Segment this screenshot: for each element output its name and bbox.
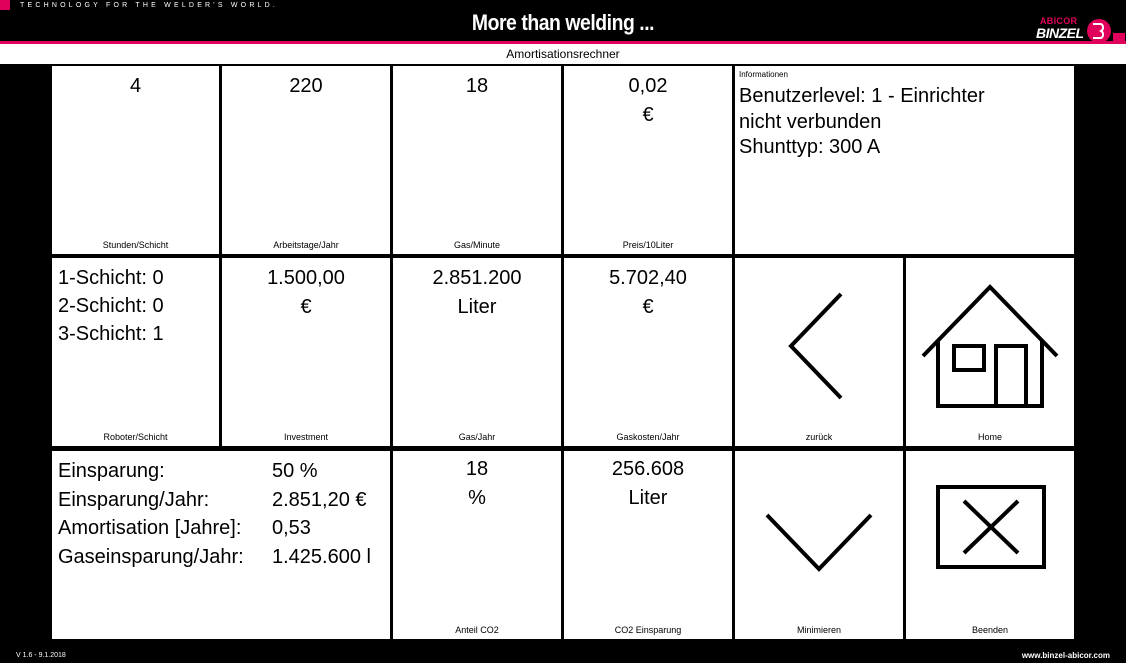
co2-share-number: 18 [465, 458, 489, 480]
summary-row [58, 543, 371, 572]
workdays-per-year-value: 220 [289, 75, 323, 97]
price-per-10-liter-field[interactable] [564, 66, 732, 254]
co2-share-unit: % [468, 487, 486, 509]
price-value [564, 72, 732, 130]
gas-savings-value: 1.425.600 l [272, 545, 371, 568]
website-link[interactable]: www.binzel-abicor.com [1021, 651, 1110, 660]
info-panel [735, 66, 1074, 254]
savings-value: 50 % [272, 460, 318, 482]
gas-per-minute-value: 18 [465, 75, 489, 97]
co2-share-field[interactable] [393, 451, 561, 639]
chevron-left-icon [785, 290, 849, 402]
minimize-button-label: Minimieren [796, 625, 841, 635]
exit-button-label: Beenden [971, 625, 1009, 635]
hours-per-shift-field[interactable] [52, 66, 219, 254]
gas-per-year-label: Gas/Jahr [458, 432, 496, 442]
robots-per-shift-label: Roboter/Schicht [103, 432, 168, 442]
summary-row [58, 457, 371, 486]
close-icon [936, 485, 1046, 569]
hours-per-shift-label: Stunden/Schicht [102, 240, 169, 250]
investment-unit: € [300, 296, 312, 318]
co2-saving-unit: Liter [628, 487, 668, 509]
savings-summary [52, 451, 390, 639]
headline: More than welding ... [471, 10, 655, 35]
investment-label: Investment [283, 432, 329, 442]
robots-per-shift-values [58, 264, 164, 348]
minimize-button[interactable] [735, 451, 903, 639]
logo-text: BINZEL [1036, 25, 1084, 41]
gas-per-minute-label: Gas/Minute [453, 240, 501, 250]
investment-number: 1.500,00 [267, 267, 345, 289]
co2-saving-value [564, 455, 732, 513]
home-button-label: Home [977, 432, 1002, 442]
shift-2-count: 2-Schicht: 0 [58, 295, 164, 317]
price-number: 0,02 [628, 75, 668, 97]
tagline: TECHNOLOGY FOR THE WELDER'S WORLD. [20, 2, 279, 9]
savings-key: Einsparung: [58, 460, 165, 482]
exit-button[interactable] [906, 451, 1074, 639]
version-text: V 1.6 - 9.1.2018 [16, 652, 66, 659]
info-connection-status: nicht verbunden [739, 110, 882, 133]
gas-cost-unit: € [642, 296, 654, 318]
co2-share-label: Anteil CO2 [455, 625, 499, 635]
price-unit: € [642, 104, 654, 126]
co2-saving-label: CO2 Einsparung [614, 625, 682, 635]
gas-per-year-number: 2.851.200 [432, 267, 522, 289]
hours-per-shift-value: 4 [129, 75, 142, 97]
investment-field[interactable] [222, 258, 390, 446]
gas-cost-number: 5.702,40 [609, 267, 687, 289]
gas-cost-value [564, 264, 732, 322]
info-user-level: Benutzerlevel: 1 - Einrichter [739, 85, 985, 107]
investment-value [222, 264, 390, 322]
info-lines [739, 84, 985, 161]
gas-per-year-field [393, 258, 561, 446]
savings-per-year-key: Einsparung/Jahr: [58, 488, 210, 511]
summary-row [58, 514, 371, 543]
workdays-per-year-field[interactable] [222, 66, 390, 254]
gas-cost-label: Gaskosten/Jahr [616, 432, 680, 442]
corner-square-left [0, 0, 10, 10]
back-button[interactable] [735, 258, 903, 446]
summary-row [58, 486, 371, 515]
back-button-label: zurück [805, 432, 833, 442]
info-shunt-type: Shunttyp: 300 A [739, 136, 881, 158]
co2-share-value [393, 455, 561, 513]
savings-summary-table [58, 457, 371, 571]
home-icon [920, 282, 1060, 410]
co2-saving-field [564, 451, 732, 639]
gas-per-year-unit: Liter [457, 296, 497, 318]
savings-per-year-value: 2.851,20 € [272, 488, 367, 511]
co2-saving-number: 256.608 [611, 458, 685, 480]
gas-cost-per-year-field [564, 258, 732, 446]
shift-3-count: 3-Schicht: 1 [58, 323, 164, 345]
window-title: Amortisationsrechner [0, 44, 1126, 64]
price-label: Preis/10Liter [622, 240, 674, 250]
gas-savings-key: Gaseinsparung/Jahr: [58, 545, 244, 568]
home-button[interactable] [906, 258, 1074, 446]
robots-per-shift-field[interactable] [52, 258, 219, 446]
chevron-down-icon [763, 511, 875, 573]
workdays-per-year-label: Arbeitstage/Jahr [273, 240, 339, 250]
gas-per-year-value [393, 264, 561, 322]
shift-1-count: 1-Schicht: 0 [58, 267, 164, 289]
gas-per-minute-field[interactable] [393, 66, 561, 254]
logo-text-top: ABICOR [1040, 16, 1078, 26]
amortisation-value: 0,53 [272, 517, 311, 539]
amortisation-key: Amortisation [Jahre]: [58, 517, 242, 539]
info-title: Informationen [739, 70, 788, 79]
